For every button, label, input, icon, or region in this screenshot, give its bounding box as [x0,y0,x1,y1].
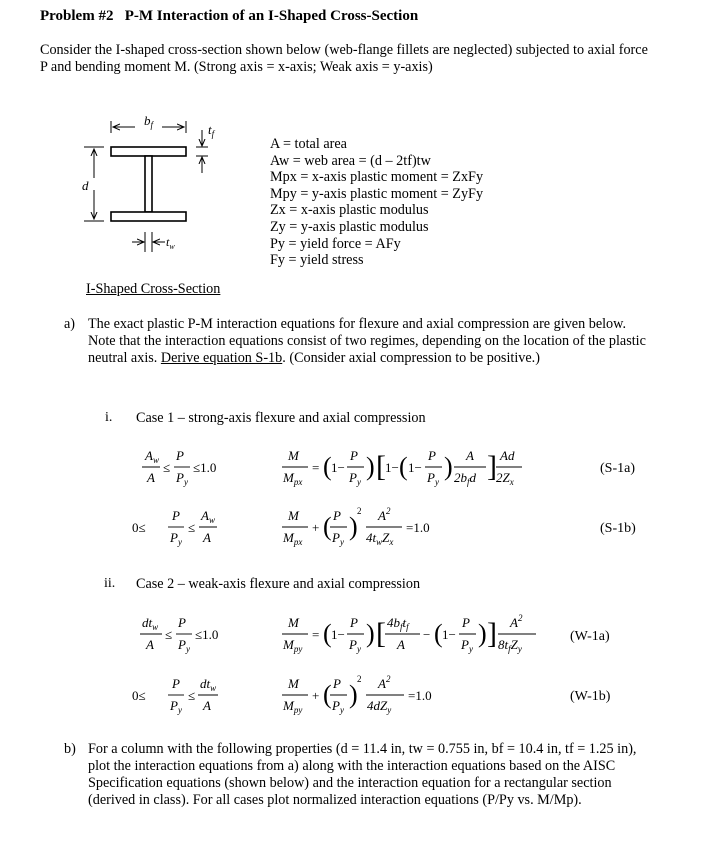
dim-tf-label: $t_f$ [208,122,215,139]
svg-text:P: P [462,615,470,630]
dim-tw-label: $t_w$ [166,235,175,251]
svg-text:A: A [203,698,211,713]
svg-text:Aw: $A_w$ [145,448,159,465]
svg-text:=1.0: =1.0 [408,688,432,703]
definition-item: A = total area [270,136,347,152]
svg-text:=: = [312,627,320,642]
svg-text:Py: $P_y$ [332,530,344,547]
svg-text:): ) [349,512,358,541]
part-a-text: The exact plastic P-M interaction equations for flexure and axial compression are given below. Note that the interaction equations consist of two regimes, depending on the location of the plastic neutral axis. Derive equation S-1b. (Consider axial compression to be positive.) [88,316,646,366]
equation-label-w1b: (W-1b) [570,689,611,704]
web [145,156,152,212]
definition-item: Mpx = x-axis plastic moment = ZxFy [270,169,484,186]
svg-text:Aw: $A_w$ [201,508,215,525]
derive-equation-link: Derive equation S-1b [160,350,283,366]
svg-text:0≤: 0≤ [132,520,146,535]
definition-item: Mpy = y-axis plastic moment = ZyFy [270,185,484,202]
svg-text:A: A [203,530,211,545]
svg-text:A: A [397,637,405,652]
svg-text:+: + [312,688,320,703]
equation-label-s1b: (S-1b) [600,521,636,536]
svg-text:+: + [312,520,320,535]
svg-text:P: P [350,615,358,630]
i-section-figure [80,108,240,268]
equation-label-s1a: (S-1a) [600,461,635,476]
svg-text:M: M [288,615,299,630]
svg-text:): ) [349,680,358,709]
definition-item: Aw = web area = (d – 2tf)tw [270,152,431,169]
svg-text:A2: $A^2$ [510,613,523,630]
definition-item: Zy = y-axis plastic modulus [270,218,429,235]
svg-text:P: P [428,448,436,463]
svg-text:P: P [333,676,341,691]
svg-text:4bftf: $4b_ft_f$ [387,615,409,632]
svg-text:4twZx: $4t_wZ_x$ [366,530,394,547]
svg-text:(: ( [323,452,332,481]
svg-text:[: [ [376,617,386,650]
svg-text:dtw: $dt_w$ [142,615,159,632]
svg-text:(: ( [323,680,332,709]
svg-text:0≤: 0≤ [132,688,146,703]
svg-text:Py: $P_y$ [170,698,182,715]
svg-text:P: P [178,615,186,630]
svg-text:2Zx: $2Z_x$ [496,470,514,487]
svg-text:1−: 1− [331,627,345,642]
svg-text:P: P [176,448,184,463]
svg-text:=1.0: =1.0 [406,520,430,535]
svg-text:(: ( [434,619,443,648]
svg-text:A2: $A^2$ [378,674,391,691]
svg-text:2bfd: $2b_fd$ [454,470,477,487]
part-b-text: For a column with the following properties (d = 11.4 in, tw = 0.755 in, bf = 10.4 in, tf = 1.25 in), plot the interaction equations from a) along with the interaction equations based on the AISC Specification equations (shown below) and the interaction equation for a rectangular section (derived in class). For all cases plot normalized interaction equations (P/Py vs. M/Mp). [88,741,637,808]
svg-text:=: = [312,460,320,475]
definitions-list [270,136,483,269]
equation-label-w1a: (W-1a) [570,629,610,644]
case-2-number: ii. [104,576,116,591]
svg-text:A2: $A^2$ [378,506,391,523]
svg-text:): ) [366,452,375,481]
svg-text:Py: $P_y$ [461,637,473,654]
svg-text:P: P [333,508,341,523]
svg-text:(: ( [399,452,408,481]
svg-text:P: P [172,676,180,691]
svg-text:1−: 1− [385,460,399,475]
part-a-label: a) [64,316,76,332]
top-flange [111,147,186,156]
svg-text:Py: $P_y$ [332,698,344,715]
svg-text:): ) [478,619,487,648]
dim-d-label: d [82,178,89,193]
svg-text:1−: 1− [408,460,422,475]
problem-title: Problem #2 P-M Interaction of an I-Shaped Cross-Section [40,8,419,24]
svg-text:A: A [466,448,474,463]
case-1-title: Case 1 – strong-axis flexure and axial compression [136,410,426,426]
svg-text:1−: 1− [331,460,345,475]
svg-text:Py: $P_y$ [176,470,188,487]
svg-text:A: A [147,470,155,485]
svg-text:≤: ≤ [163,460,171,475]
equation-s1b [132,505,560,555]
svg-text:4dZy: $4dZ_y$ [367,698,392,715]
svg-text:M: M [288,508,299,523]
svg-text:≤: ≤ [165,627,173,642]
svg-text:A: A [146,637,154,652]
svg-text:−: − [423,627,431,642]
case-2-title: Case 2 – weak-axis flexure and axial compression [136,576,421,592]
svg-text:): ) [366,619,375,648]
svg-text:≤: ≤ [188,520,196,535]
case-1-number: i. [105,410,113,425]
svg-text:P: P [350,448,358,463]
figure-caption: I-Shaped Cross-Section [86,281,221,297]
svg-text:M: M [288,676,299,691]
dim-bf-label: $b_f$ [144,113,154,130]
svg-text:P: P [172,508,180,523]
svg-text:(: ( [323,619,332,648]
svg-text:Mpy: $M_{py}$ [283,698,303,715]
svg-text:Py: $P_y$ [349,470,361,487]
svg-text:Py: $P_y$ [178,637,190,654]
equation-w1b [132,673,560,723]
svg-text:Py: $P_y$ [349,637,361,654]
equation-w1a [140,612,560,662]
definition-item: Fy = yield stress [270,252,364,269]
svg-text:Mpx: $M_{px}$ [283,530,303,547]
svg-text:): ) [444,452,453,481]
svg-text:Py: $P_y$ [170,530,182,547]
svg-text:2: 2 [357,506,362,516]
svg-text:2: 2 [357,674,362,684]
svg-text:8tfZy: $8t_fZ_y$ [498,637,522,654]
svg-text:≤1.0: ≤1.0 [193,460,217,475]
svg-text:≤1.0: ≤1.0 [195,627,219,642]
svg-text:(: ( [323,512,332,541]
svg-text:dtw: $dt_w$ [200,676,217,693]
svg-text:1−: 1− [442,627,456,642]
svg-text:[: [ [376,450,386,483]
svg-text:Mpx: $M_{px}$ [283,470,303,487]
bottom-flange [111,212,186,221]
svg-text:Ad: Ad [500,448,515,463]
svg-text:]: ] [487,617,497,650]
svg-text:≤: ≤ [188,688,196,703]
equation-s1a [140,445,560,495]
svg-text:M: M [288,448,299,463]
intro-paragraph: Consider the I-shaped cross-section shown below (web-flange fillets are neglected) subjected to axial force P and bending moment M. (Strong axis = x-axis; Weak axis = y-axis) [40,42,648,75]
definition-item: Zx = x-axis plastic modulus [270,202,429,219]
definition-item: Py = yield force = AFy [270,235,401,252]
svg-text:Mpy: $M_{py}$ [283,637,303,654]
svg-text:Py: $P_y$ [427,470,439,487]
part-b-label: b) [64,741,76,757]
svg-text:]: ] [487,450,497,483]
